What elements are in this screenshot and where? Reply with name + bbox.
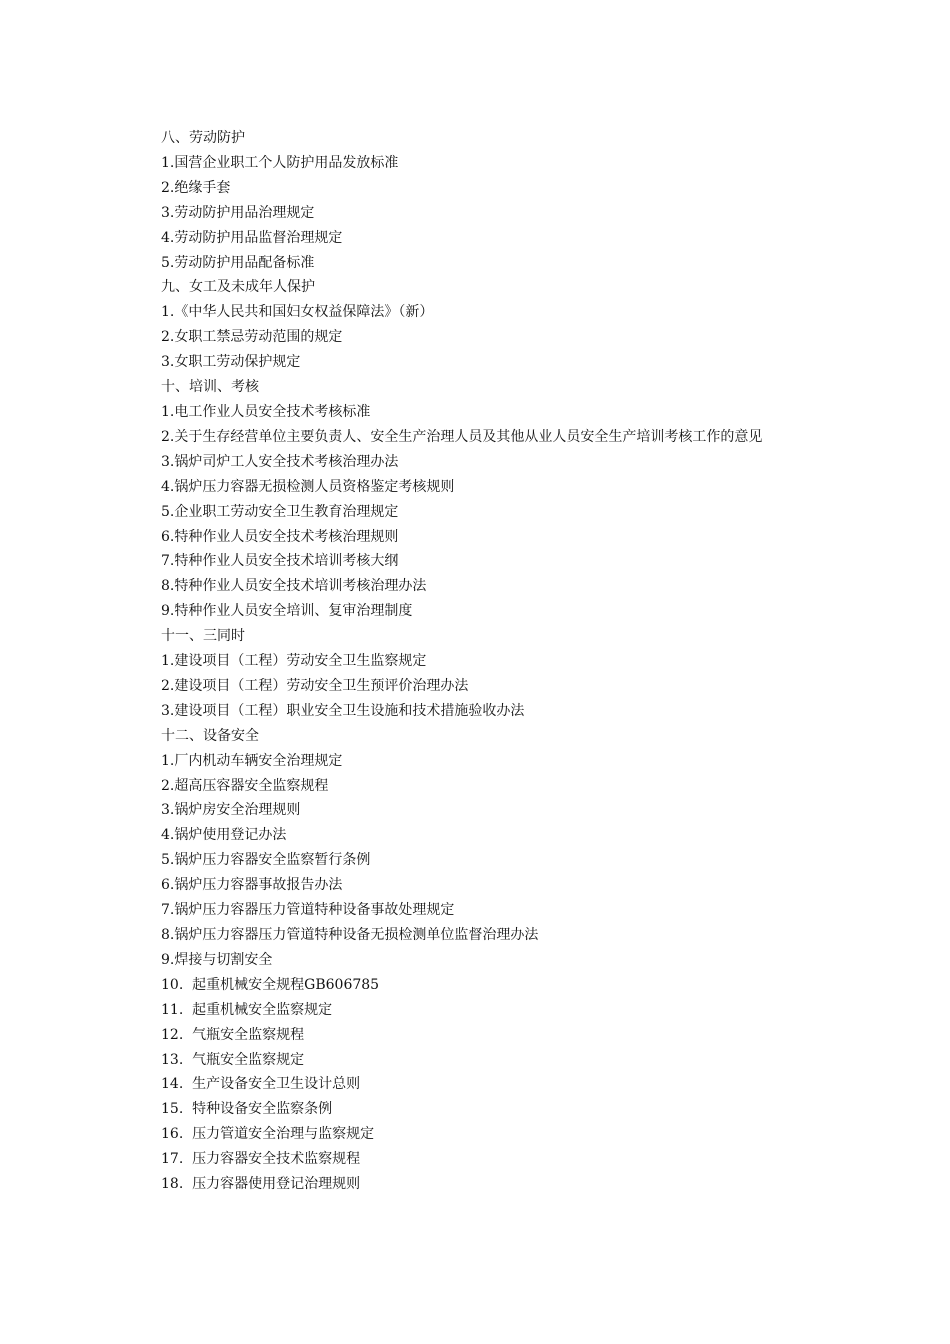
list-item: 2.超高压容器安全监察规程 [161, 777, 329, 794]
list-item: 9.特种作业人员安全培训、复审治理制度 [161, 603, 413, 620]
list-item: 1.国营企业职工个人防护用品发放标准 [161, 154, 399, 171]
list-item: 1.厂内机动车辆安全治理规定 [161, 752, 343, 769]
list-item: 1.建设项目（工程）劳动安全卫生监察规定 [161, 653, 427, 670]
section-heading: 十二、设备安全 [161, 727, 259, 744]
list-item: 3.建设项目（工程）职业安全卫生设施和技术措施验收办法 [161, 702, 525, 719]
list-item: 9.焊接与切割安全 [161, 951, 273, 968]
list-item: 5.企业职工劳动安全卫生教育治理规定 [161, 503, 399, 520]
section-heading: 十一、三同时 [161, 628, 245, 645]
list-item: 8.特种作业人员安全技术培训考核治理办法 [161, 578, 427, 595]
list-item: 10. 起重机械安全规程GB606785 [161, 976, 380, 993]
list-item: 12. 气瓶安全监察规程 [161, 1026, 305, 1043]
section-heading: 八、劳动防护 [161, 130, 245, 146]
list-item: 3.女职工劳动保护规定 [161, 354, 301, 371]
list-item: 6.特种作业人员安全技术考核治理规则 [161, 528, 399, 545]
list-item: 16. 压力管道安全治理与监察规定 [161, 1126, 375, 1143]
list-item: 5.劳动防护用品配备标准 [161, 254, 315, 271]
list-item: 8.锅炉压力容器压力管道特种设备无损检测单位监督治理办法 [161, 927, 539, 943]
list-item: 3.锅炉司炉工人安全技术考核治理办法 [161, 453, 399, 470]
list-item: 7.特种作业人员安全技术培训考核大纲 [161, 553, 399, 570]
list-item: 3.锅炉房安全治理规则 [161, 802, 301, 819]
section-heading: 九、女工及未成年人保护 [161, 279, 315, 296]
list-item: 1.电工作业人员安全技术考核标准 [161, 403, 371, 420]
list-item: 13. 气瓶安全监察规定 [161, 1051, 305, 1068]
list-item: 4.锅炉使用登记办法 [161, 827, 287, 844]
list-item: 4.锅炉压力容器无损检测人员资格鉴定考核规则 [161, 478, 455, 495]
list-item: 2.女职工禁忌劳动范围的规定 [161, 329, 343, 346]
list-item: 3.劳动防护用品治理规定 [161, 204, 315, 221]
list-item: 2.建设项目（工程）劳动安全卫生预评价治理办法 [161, 677, 469, 694]
list-item: 17. 压力容器安全技术监察规程 [161, 1151, 361, 1168]
list-item: 6.锅炉压力容器事故报告办法 [161, 877, 343, 894]
list-item: 2.绝缘手套 [161, 179, 231, 196]
list-item: 15. 特种设备安全监察条例 [161, 1101, 333, 1118]
list-item: 4.劳动防护用品监督治理规定 [161, 229, 343, 246]
section-heading: 十、培训、考核 [161, 379, 259, 396]
list-item: 14. 生产设备安全卫生设计总则 [161, 1076, 361, 1093]
list-item: 2.关于生存经营单位主要负责人、安全生产治理人员及其他从业人员安全生产培训考核工作的意见 [161, 428, 763, 445]
document-body [144, 126, 824, 1197]
list-item: 5.锅炉压力容器安全监察暂行条例 [161, 852, 371, 869]
list-item: 7.锅炉压力容器压力管道特种设备事故处理规定 [161, 902, 455, 919]
list-item: 1.《中华人民共和国妇女权益保障法》（新） [161, 304, 434, 321]
list-item: 18. 压力容器使用登记治理规则 [161, 1176, 361, 1193]
list-item: 11. 起重机械安全监察规定 [161, 1001, 333, 1018]
